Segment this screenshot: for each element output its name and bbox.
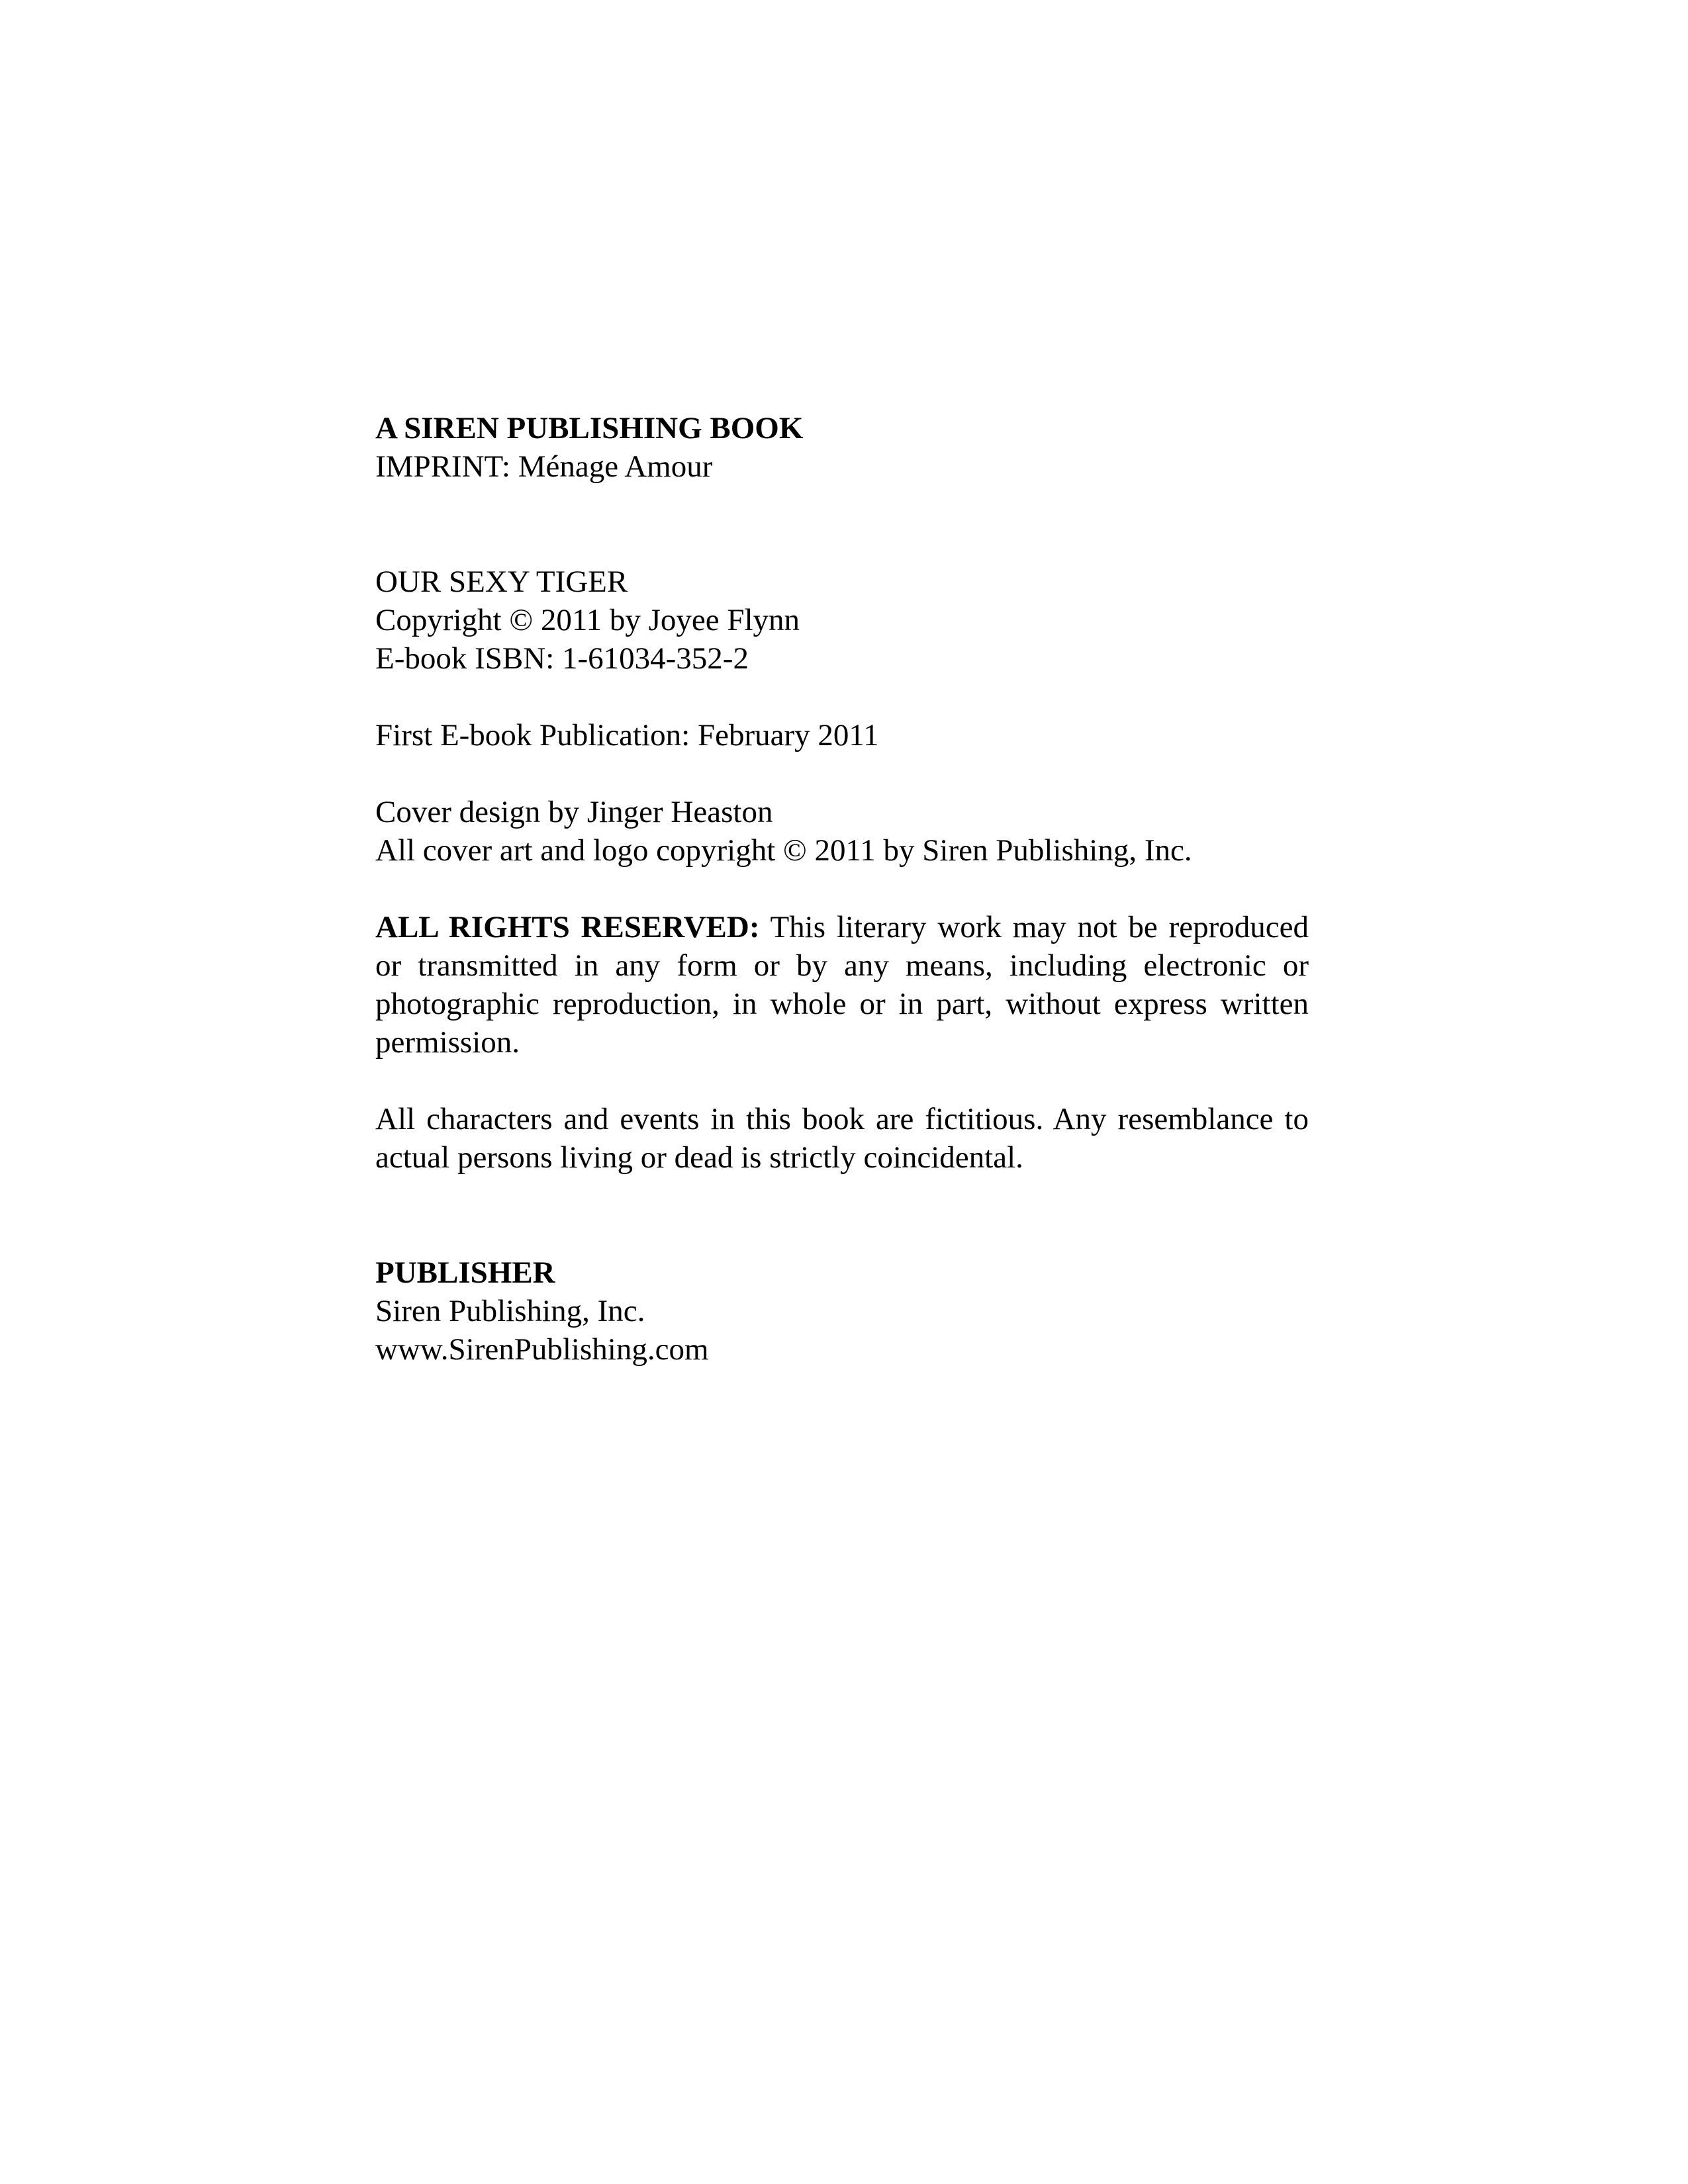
cover-design-line: Cover design by Jinger Heaston	[375, 795, 773, 829]
book-title: OUR SEXY TIGER	[375, 565, 628, 599]
copyright-line: Copyright © 2011 by Joyee Flynn	[375, 603, 800, 637]
isbn-line: E-book ISBN: 1-61034-352-2	[375, 641, 749, 676]
rights-paragraph	[375, 908, 1309, 1062]
cover-art-copyright-line: All cover art and logo copyright © 2011 by Siren Publishing, Inc.	[375, 833, 1192, 868]
publisher-name: Siren Publishing, Inc.	[375, 1294, 645, 1328]
first-publication-line: First E-book Publication: February 2011	[375, 718, 879, 752]
rights-text: This literary work may not be reproduced or transmitted in any form or by any means, including electronic or photographic reproduction, in whole or in part, without express written permission.	[375, 910, 1309, 1060]
publisher-heading: PUBLISHER	[375, 1255, 555, 1290]
publisher-info	[375, 1253, 1309, 1369]
book-info	[375, 563, 1309, 678]
disclaimer-paragraph: All characters and events in this book are fictitious. Any resemblance to actual persons living or dead is strictly coincidental.	[375, 1102, 1309, 1175]
series-title: A SIREN PUBLISHING BOOK	[375, 411, 804, 445]
rights-label: ALL RIGHTS RESERVED:	[375, 910, 760, 944]
copyright-text-block	[375, 409, 1309, 1369]
publication-info	[375, 716, 1309, 754]
imprint-line: IMPRINT: Ménage Amour	[375, 449, 713, 484]
publisher-header	[375, 409, 1309, 486]
publisher-website: www.SirenPublishing.com	[375, 1332, 709, 1367]
cover-credits	[375, 793, 1309, 870]
